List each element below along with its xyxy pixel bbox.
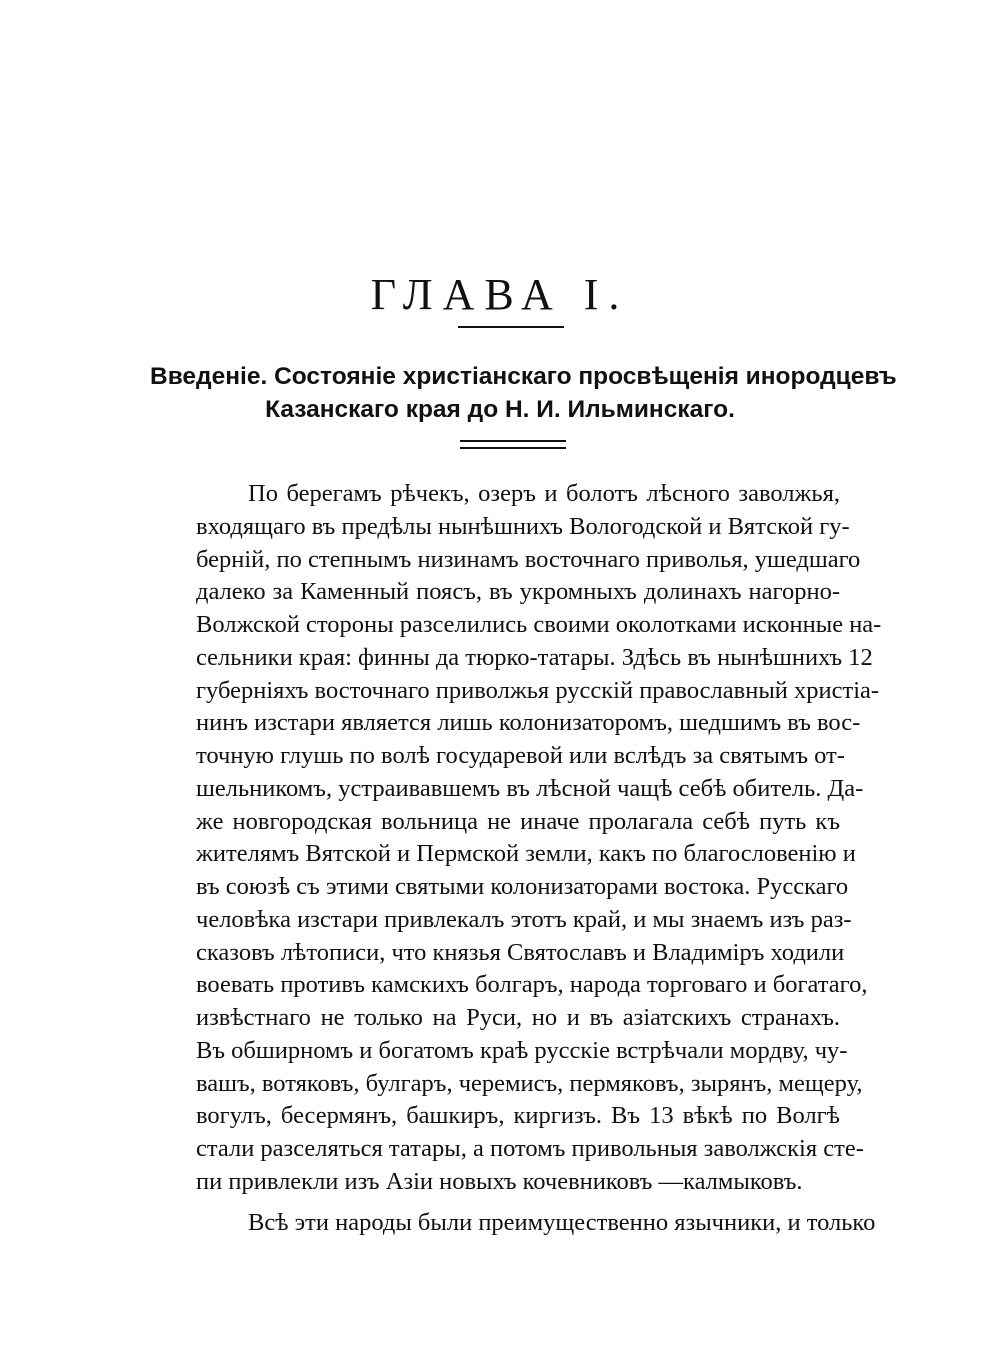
text-line: человѣка изстари привлекалъ этотъ край, и мы знаемъ изъ раз- — [196, 905, 852, 933]
chapter-heading — [150, 360, 897, 426]
text-line: пи привлекли изъ Азіи новыхъ кочевниковъ —калмыковъ. — [196, 1167, 803, 1195]
text-line: въ союзѣ съ этими святыми колонизаторами востока. Русскаго — [196, 873, 849, 900]
text-line: Волжской стороны разселились своими околотками исконные на- — [196, 611, 882, 638]
text-line: точную глушь по волѣ государевой или вслѣдъ за святымъ от- — [196, 742, 845, 769]
text-line: губерніяхъ восточнаго приволжья русскій православный христіа- — [196, 676, 880, 704]
text-line: далеко за Каменный поясъ, въ укромныхъ долинахъ нагорно- — [196, 578, 840, 606]
text-line: вашъ, вотяковъ, булгаръ, черемисъ, пермяковъ, зырянъ, мещеру, — [196, 1069, 863, 1097]
text-line: входящаго въ предѣлы нынѣшнихъ Вологодской и Вятской гу- — [196, 512, 850, 540]
text-line: жителямъ Вятской и Пермской земли, какъ по благословенію и — [196, 840, 856, 868]
heading-line-1: Введеніе. Состояніе христіанскаго просвѣщенія инородцевъ — [150, 363, 897, 390]
chapter-title: ГЛАВА I. — [370, 270, 630, 319]
text-line: же новгородская вольница не иначе пролагала себѣ путь къ — [196, 807, 840, 835]
paragraph-gap — [196, 1199, 840, 1207]
heading-divider — [460, 440, 566, 449]
text-line: сказовъ лѣтописи, что князья Святославъ и Владиміръ ходили — [196, 938, 845, 966]
text-line: сельники края: финны да тюрко-татары. Здѣсь въ нынѣшнихъ 12 — [196, 643, 873, 671]
heading-line-2: Казанскаго края до Н. И. Ильминскаго. — [265, 396, 735, 423]
body-text — [196, 478, 882, 1239]
paragraph-1 — [196, 478, 882, 1199]
text-line: Всѣ эти народы были преимущественно язычники, и только — [248, 1208, 876, 1236]
text-line: нинъ изстари является лишь колонизаторомъ, шедшимъ въ вос- — [196, 709, 861, 737]
text-line: извѣстнаго не только на Руси, но и въ азіатскихъ странахъ. — [196, 1004, 840, 1031]
text-line: По берегамъ рѣчекъ, озеръ и болотъ лѣсного заволжья, — [248, 480, 840, 507]
text-line: Въ обширномъ и богатомъ краѣ русскіе встрѣчали мордву, чу- — [196, 1036, 848, 1064]
paragraph-2 — [196, 1207, 876, 1240]
text-line: берній, по степнымъ низинамъ восточнаго приволья, ушедшаго — [196, 545, 861, 573]
text-line: воевать противъ камскихъ болгаръ, народа торговаго и богатаго, — [196, 971, 868, 999]
text-line: шельникомъ, устраивавшемъ въ лѣсной чащѣ себѣ обитель. Да- — [196, 774, 864, 802]
text-line: вогулъ, бесермянъ, башкиръ, киргизъ. Въ 13 вѣкѣ по Волгѣ — [196, 1102, 840, 1130]
text-line: стали разселяться татары, а потомъ привольныя заволжскія сте- — [196, 1135, 864, 1162]
title-divider — [458, 326, 564, 328]
